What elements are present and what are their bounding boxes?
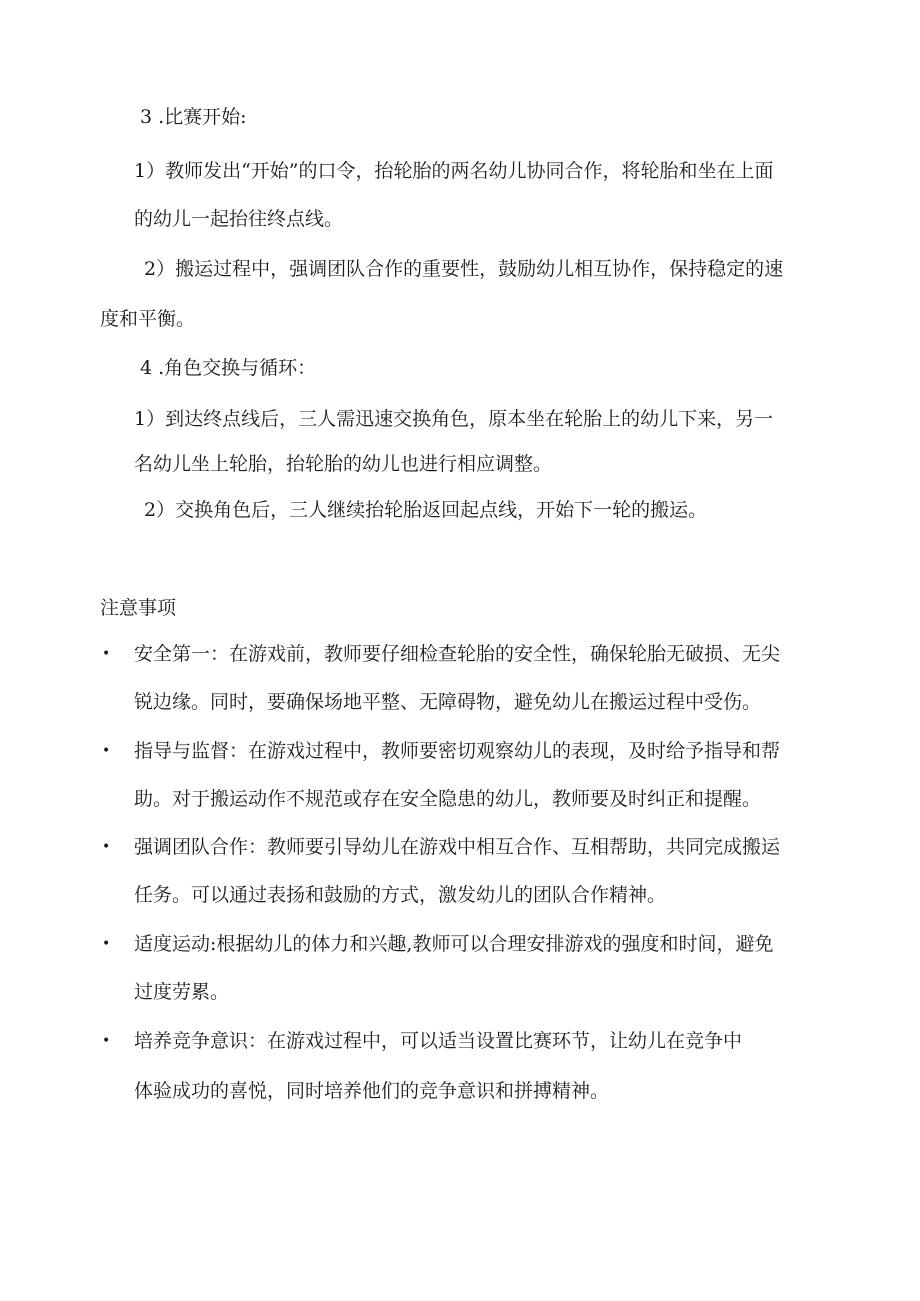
note-3-line-1: 强调团队合作：教师要引导幼儿在游戏中相互合作、互相帮助，共同完成搬运: [134, 836, 781, 858]
note-4-line-2: 过度劳累。: [134, 981, 230, 1003]
bullet-icon: •: [102, 936, 111, 952]
note-1-line-1: 安全第一：在游戏前，教师要仔细检查轮胎的安全性，确保轮胎无破损、无尖: [134, 643, 781, 665]
section-3-item-2-line-1: 2）搬运过程中，强调团队合作的重要性，鼓励幼儿相互协作，保持稳定的速: [144, 258, 784, 280]
bullet-icon: •: [102, 839, 111, 855]
note-2-line-2: 助。对于搬运动作不规范或存在安全隐患的幼儿，教师要及时纠正和提醒。: [134, 788, 762, 810]
section-4-item-1-line-2: 名幼儿坐上轮胎，抬轮胎的幼儿也进行相应调整。: [134, 453, 553, 475]
notes-title: 注意事项: [100, 597, 177, 619]
section-3-item-2-line-2: 度和平衡。: [100, 308, 196, 330]
note-5-line-2: 体验成功的喜悦，同时培养他们的竞争意识和拼搏精神。: [134, 1080, 610, 1102]
section-3-heading: 3 .比赛开始:: [140, 106, 247, 128]
note-4-line-1: 适度运动:根据幼儿的体力和兴趣,教师可以合理安排游戏的强度和时间，避免: [134, 933, 774, 955]
bullet-icon: •: [102, 646, 111, 662]
section-4-heading: 4 .角色交换与循环：: [140, 357, 317, 379]
section-4-item-1-line-1: 1）到达终点线后，三人需迅速交换角色，原本坐在轮胎上的幼儿下来，另一: [134, 408, 774, 430]
note-2-line-1: 指导与监督：在游戏过程中，教师要密切观察幼儿的表现，及时给予指导和帮: [134, 740, 781, 762]
note-1-line-2: 锐边缘。同时，要确保场地平整、无障碍物，避免幼儿在搬运过程中受伤。: [134, 691, 762, 713]
section-3-item-1-line-2: 的幼儿一起抬往终点线。: [134, 208, 344, 230]
bullet-icon: •: [102, 1033, 111, 1049]
note-3-line-2: 任务。可以通过表扬和鼓励的方式，激发幼儿的团队合作精神。: [134, 884, 667, 906]
section-4-item-2-line-1: 2）交换角色后，三人继续抬轮胎返回起点线，开始下一轮的搬运。: [144, 499, 708, 521]
note-5-line-1: 培养竞争意识：在游戏过程中，可以适当设置比赛环节，让幼儿在竞争中: [134, 1030, 743, 1052]
bullet-icon: •: [102, 743, 111, 759]
section-3-item-1-line-1: 1）教师发出“开始”的口令，抬轮胎的两名幼儿协同合作，将轮胎和坐在上面: [134, 160, 774, 182]
